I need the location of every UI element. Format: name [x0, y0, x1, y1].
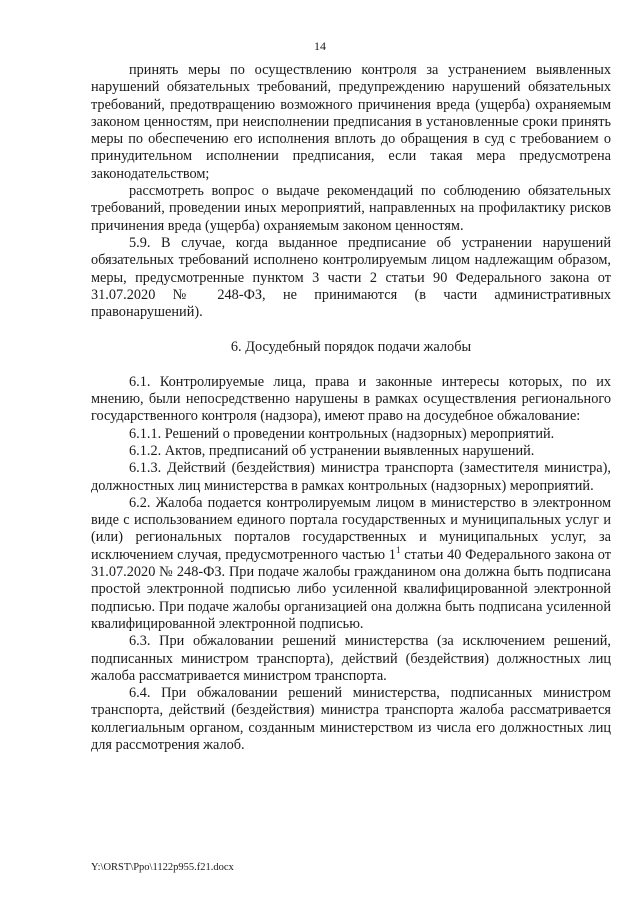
paragraph-6-1-2: 6.1.2. Актов, предписаний об устранении выявленных нарушений.: [129, 442, 535, 459]
paragraph-6-2: [91, 495, 611, 633]
footer-file-path: Y:\ORST\Ppo\1122p955.f21.docx: [91, 862, 234, 873]
paragraph-6-3: 6.3. При обжаловании решений министерства (за исключением решений, подписанных министром транспорта), действий (бездействия) должностных лиц жалоба рассматривается министром транспорта.: [91, 633, 611, 684]
document-body: [91, 62, 611, 754]
paragraph-6-2-part1: 6.2. Жалоба подается контролируемым лицом в министерство в электронном виде с использованием единого портала государственных и муниципальных услуг и (или) региональных порталов государственных и муниципальных услуг, за исключением случая, предусмотренного частью 1: [91, 494, 611, 563]
paragraph-6-1: 6.1. Контролируемые лица, права и законные интересы которых, по их мнению, были непосредственно нарушены в рамках осуществления регионального государственного контроля (надзора), имеют право на досудебное обжалование:: [91, 373, 611, 425]
paragraph-6-1-1: 6.1.1. Решений о проведении контрольных (надзорных) мероприятий.: [129, 425, 555, 442]
page-number: 14: [314, 39, 326, 53]
superscript-1: 1: [395, 544, 401, 555]
section-heading: 6. Досудебный порядок подачи жалобы: [230, 339, 472, 356]
paragraph-6-1-3: 6.1.3. Действий (бездействия) министра транспорта (заместителя министра), должностных лиц министерства в рамках контрольных (надзорных) мероприятий.: [91, 460, 611, 494]
paragraph-6-4: 6.4. При обжаловании решений министерства, подписанных министром транспорта, действий (бездействия) министра транспорта жалоба рассматривается коллегиальным органом, созданным министерством из числа его должностных лиц для рассмотрения жалоб.: [91, 685, 611, 753]
paragraph-5-9: 5.9. В случае, когда выданное предписание об устранении нарушений обязательных требований исполнено контролируемым лицом надлежащим образом, меры, предусмотренные пунктом 3 части 2 статьи 90 Федерального закона от 31.07.2020 № 248-ФЗ, не принимаются (в части административных правонарушений).: [91, 234, 611, 321]
paragraph-measures: принять меры по осуществлению контроля за устранением выявленных нарушений обязательных требований, предупреждению нарушений обязательных требований, предотвращению возможного причинения вреда (ущерба) охраняемым законом ценностям, при неисполнении предписания в установленные сроки принять меры по обеспечению его исполнения вплоть до обращения в суд с требованием о принудительном исполнении предписания, если такая мера предусмотрена законодательством;: [91, 62, 611, 182]
paragraph-6-2-part2: статьи 40 Федерального закона от 31.07.2020 № 248-ФЗ. При подаче жалобы гражданином она должна быть подписана простой электронной подписью либо усиленной квалифицированной электронной подписью. При подаче жалобы организацией она должна быть подписана усиленной квалифицированной электронной подписью.: [91, 546, 612, 632]
paragraph-recommendations: рассмотреть вопрос о выдаче рекомендаций по соблюдению обязательных требований, проведении иных мероприятий, направленных на профилактику рисков причинения вреда (ущерба) охраняемым законом ценностям.: [91, 183, 611, 234]
